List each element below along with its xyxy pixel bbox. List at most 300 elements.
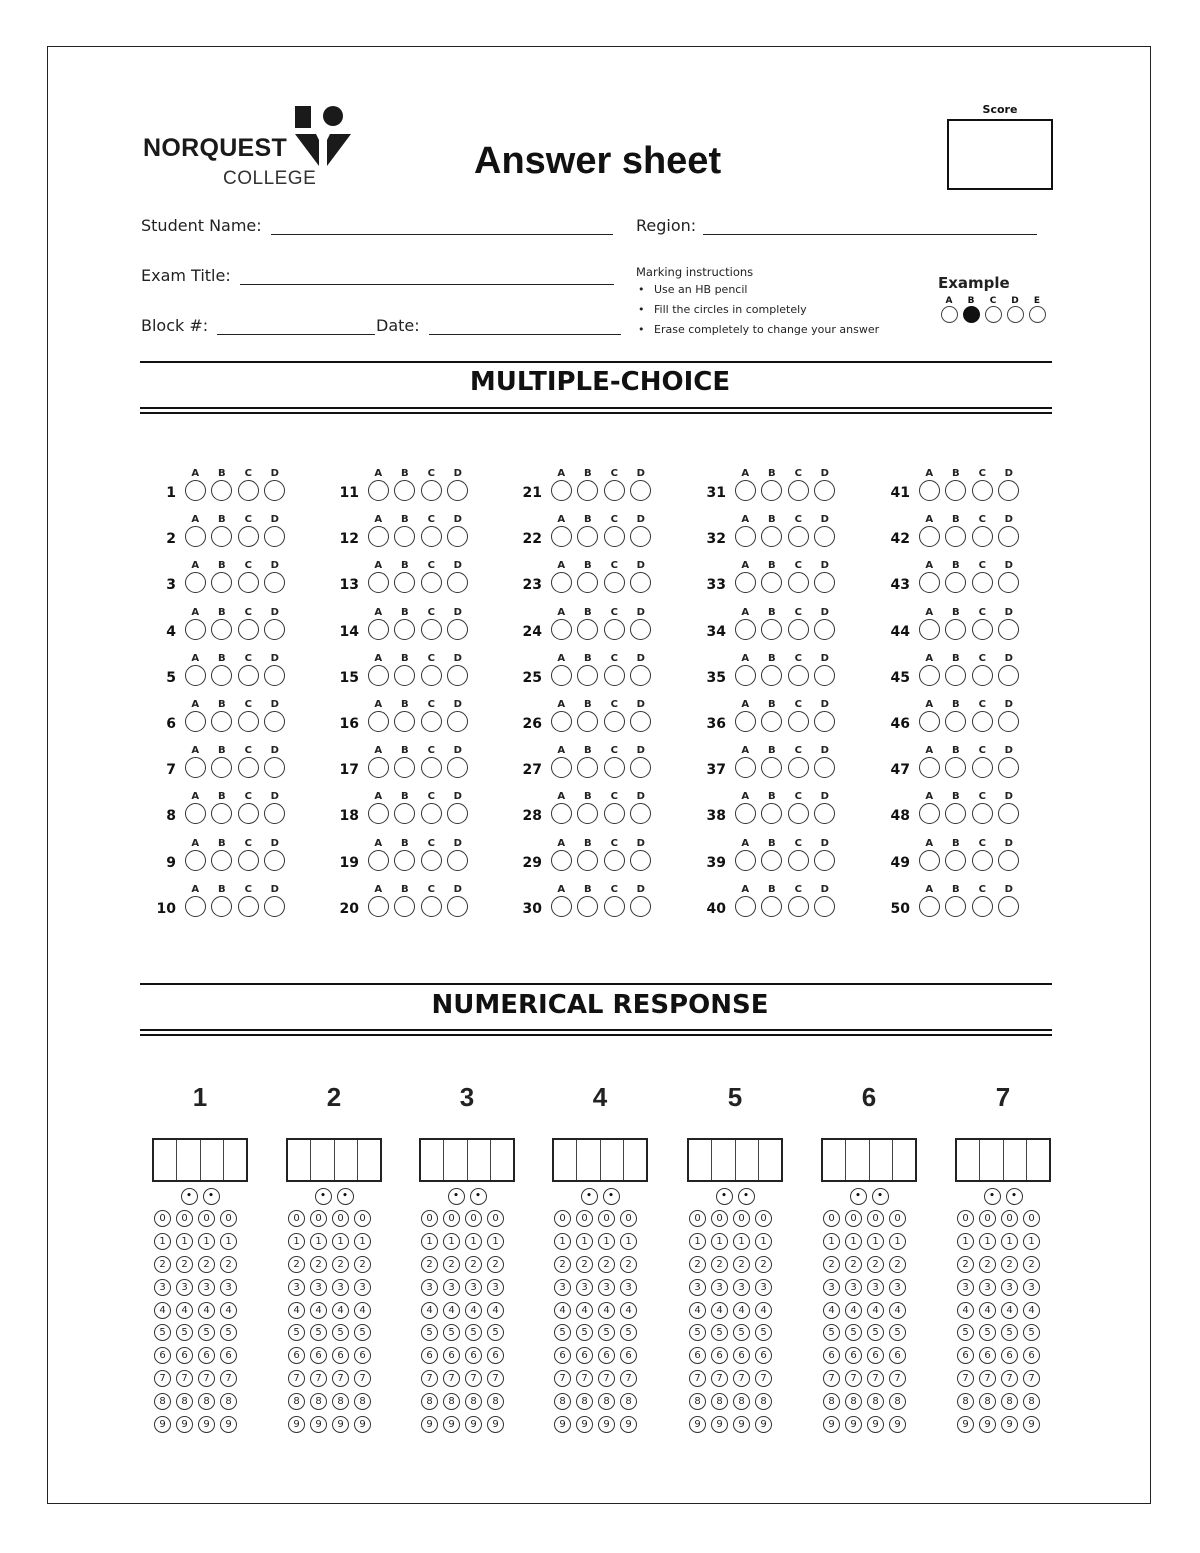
nr-digit-bubble[interactable]: 3	[957, 1279, 974, 1296]
nr-digit-bubble[interactable]: 0	[598, 1210, 615, 1227]
nr-digit-bubble[interactable]: 6	[288, 1347, 305, 1364]
mc-answer-bubble[interactable]	[264, 572, 285, 593]
nr-digit-bubble[interactable]: 9	[576, 1416, 593, 1433]
mc-answer-bubble[interactable]	[577, 711, 598, 732]
nr-digit-bubble[interactable]: 6	[465, 1347, 482, 1364]
nr-digit-bubble[interactable]: 2	[198, 1256, 215, 1273]
nr-digit-bubble[interactable]: 4	[733, 1302, 750, 1319]
nr-answer-box[interactable]	[468, 1140, 491, 1180]
nr-digit-bubble[interactable]: 1	[288, 1233, 305, 1250]
mc-answer-bubble[interactable]	[630, 850, 651, 871]
nr-digit-bubble[interactable]: 3	[867, 1279, 884, 1296]
mc-answer-bubble[interactable]	[972, 480, 993, 501]
nr-digit-bubble[interactable]: 3	[198, 1279, 215, 1296]
nr-digit-bubble[interactable]: 0	[889, 1210, 906, 1227]
nr-digit-bubble[interactable]: 2	[176, 1256, 193, 1273]
mc-answer-bubble[interactable]	[735, 850, 756, 871]
mc-answer-bubble[interactable]	[788, 711, 809, 732]
mc-answer-bubble[interactable]	[919, 896, 940, 917]
mc-answer-bubble[interactable]	[577, 665, 598, 686]
nr-digit-bubble[interactable]: 0	[220, 1210, 237, 1227]
nr-digit-bubble[interactable]: 7	[288, 1370, 305, 1387]
nr-digit-bubble[interactable]: 3	[176, 1279, 193, 1296]
nr-digit-bubble[interactable]: 6	[443, 1347, 460, 1364]
nr-digit-bubble[interactable]: 6	[576, 1347, 593, 1364]
nr-digit-bubble[interactable]: 9	[620, 1416, 637, 1433]
nr-digit-bubble[interactable]: 7	[733, 1370, 750, 1387]
nr-digit-bubble[interactable]: 0	[689, 1210, 706, 1227]
nr-digit-bubble[interactable]: 2	[576, 1256, 593, 1273]
mc-answer-bubble[interactable]	[394, 711, 415, 732]
nr-digit-bubble[interactable]: 3	[689, 1279, 706, 1296]
mc-answer-bubble[interactable]	[735, 526, 756, 547]
mc-answer-bubble[interactable]	[421, 803, 442, 824]
nr-digit-bubble[interactable]: 4	[1001, 1302, 1018, 1319]
nr-digit-bubble[interactable]: 6	[554, 1347, 571, 1364]
mc-answer-bubble[interactable]	[735, 757, 756, 778]
mc-answer-bubble[interactable]	[788, 896, 809, 917]
nr-digit-bubble[interactable]: 7	[198, 1370, 215, 1387]
nr-digit-bubble[interactable]: 4	[443, 1302, 460, 1319]
nr-digit-bubble[interactable]: 7	[310, 1370, 327, 1387]
nr-digit-bubble[interactable]: 8	[288, 1393, 305, 1410]
mc-answer-bubble[interactable]	[945, 526, 966, 547]
nr-digit-bubble[interactable]: 5	[421, 1324, 438, 1341]
mc-answer-bubble[interactable]	[577, 572, 598, 593]
nr-digit-bubble[interactable]: 5	[487, 1324, 504, 1341]
nr-digit-bubble[interactable]: 6	[755, 1347, 772, 1364]
mc-answer-bubble[interactable]	[211, 665, 232, 686]
nr-digit-bubble[interactable]: 1	[332, 1233, 349, 1250]
nr-digit-bubble[interactable]: 3	[1001, 1279, 1018, 1296]
nr-answer-box[interactable]	[224, 1140, 246, 1180]
nr-digit-bubble[interactable]: 2	[957, 1256, 974, 1273]
nr-digit-bubble[interactable]: 5	[889, 1324, 906, 1341]
nr-digit-bubble[interactable]: 4	[332, 1302, 349, 1319]
nr-answer-box[interactable]	[311, 1140, 334, 1180]
nr-digit-bubble[interactable]: 0	[288, 1210, 305, 1227]
block-field[interactable]	[141, 316, 375, 335]
mc-answer-bubble[interactable]	[211, 572, 232, 593]
nr-digit-bubble[interactable]: 6	[823, 1347, 840, 1364]
nr-digit-bubble[interactable]: 0	[979, 1210, 996, 1227]
mc-answer-bubble[interactable]	[998, 711, 1019, 732]
nr-decimal-bubble[interactable]: •	[203, 1188, 220, 1205]
nr-answer-box[interactable]	[577, 1140, 600, 1180]
mc-answer-bubble[interactable]	[447, 896, 468, 917]
mc-answer-bubble[interactable]	[630, 480, 651, 501]
nr-digit-bubble[interactable]: 2	[421, 1256, 438, 1273]
mc-answer-bubble[interactable]	[972, 896, 993, 917]
mc-answer-bubble[interactable]	[735, 572, 756, 593]
mc-answer-bubble[interactable]	[604, 572, 625, 593]
nr-digit-bubble[interactable]: 9	[354, 1416, 371, 1433]
mc-answer-bubble[interactable]	[761, 711, 782, 732]
nr-digit-bubble[interactable]: 2	[310, 1256, 327, 1273]
nr-digit-bubble[interactable]: 4	[867, 1302, 884, 1319]
nr-digit-bubble[interactable]: 3	[598, 1279, 615, 1296]
nr-digit-bubble[interactable]: 2	[620, 1256, 637, 1273]
nr-digit-bubble[interactable]: 7	[1001, 1370, 1018, 1387]
nr-decimal-bubble[interactable]: •	[716, 1188, 733, 1205]
nr-digit-bubble[interactable]: 3	[845, 1279, 862, 1296]
nr-digit-bubble[interactable]: 4	[711, 1302, 728, 1319]
mc-answer-bubble[interactable]	[972, 850, 993, 871]
mc-answer-bubble[interactable]	[577, 896, 598, 917]
nr-digit-bubble[interactable]: 9	[421, 1416, 438, 1433]
mc-answer-bubble[interactable]	[421, 526, 442, 547]
mc-answer-bubble[interactable]	[630, 665, 651, 686]
nr-digit-bubble[interactable]: 6	[1023, 1347, 1040, 1364]
nr-digit-bubble[interactable]: 6	[310, 1347, 327, 1364]
mc-answer-bubble[interactable]	[998, 665, 1019, 686]
mc-answer-bubble[interactable]	[577, 619, 598, 640]
nr-digit-bubble[interactable]: 1	[443, 1233, 460, 1250]
nr-digit-bubble[interactable]: 5	[845, 1324, 862, 1341]
nr-digit-bubble[interactable]: 9	[220, 1416, 237, 1433]
nr-digit-bubble[interactable]: 3	[421, 1279, 438, 1296]
mc-answer-bubble[interactable]	[945, 711, 966, 732]
mc-answer-bubble[interactable]	[394, 896, 415, 917]
nr-digit-bubble[interactable]: 1	[889, 1233, 906, 1250]
nr-digit-bubble[interactable]: 8	[845, 1393, 862, 1410]
nr-digit-bubble[interactable]: 9	[889, 1416, 906, 1433]
nr-digit-bubble[interactable]: 0	[421, 1210, 438, 1227]
mc-answer-bubble[interactable]	[264, 665, 285, 686]
mc-answer-bubble[interactable]	[761, 619, 782, 640]
region-field[interactable]	[636, 216, 1037, 235]
nr-digit-bubble[interactable]: 0	[1001, 1210, 1018, 1227]
mc-answer-bubble[interactable]	[551, 896, 572, 917]
nr-digit-bubble[interactable]: 4	[176, 1302, 193, 1319]
nr-digit-bubble[interactable]: 8	[1001, 1393, 1018, 1410]
nr-digit-bubble[interactable]: 1	[711, 1233, 728, 1250]
nr-digit-bubble[interactable]: 5	[443, 1324, 460, 1341]
mc-answer-bubble[interactable]	[394, 572, 415, 593]
mc-answer-bubble[interactable]	[211, 480, 232, 501]
mc-answer-bubble[interactable]	[761, 665, 782, 686]
nr-digit-bubble[interactable]: 8	[310, 1393, 327, 1410]
nr-digit-bubble[interactable]: 0	[198, 1210, 215, 1227]
nr-digit-bubble[interactable]: 6	[487, 1347, 504, 1364]
mc-answer-bubble[interactable]	[998, 526, 1019, 547]
nr-digit-bubble[interactable]: 7	[354, 1370, 371, 1387]
nr-digit-bubble[interactable]: 6	[354, 1347, 371, 1364]
mc-answer-bubble[interactable]	[264, 896, 285, 917]
nr-digit-bubble[interactable]: 7	[421, 1370, 438, 1387]
mc-answer-bubble[interactable]	[394, 526, 415, 547]
mc-answer-bubble[interactable]	[238, 665, 259, 686]
nr-digit-bubble[interactable]: 6	[220, 1347, 237, 1364]
nr-digit-bubble[interactable]: 9	[823, 1416, 840, 1433]
mc-answer-bubble[interactable]	[630, 757, 651, 778]
mc-answer-bubble[interactable]	[447, 480, 468, 501]
mc-answer-bubble[interactable]	[238, 896, 259, 917]
nr-digit-bubble[interactable]: 3	[823, 1279, 840, 1296]
nr-digit-bubble[interactable]: 4	[354, 1302, 371, 1319]
nr-digit-bubble[interactable]: 3	[465, 1279, 482, 1296]
mc-answer-bubble[interactable]	[185, 850, 206, 871]
mc-answer-bubble[interactable]	[630, 711, 651, 732]
nr-digit-bubble[interactable]: 3	[487, 1279, 504, 1296]
nr-digit-bubble[interactable]: 9	[332, 1416, 349, 1433]
mc-answer-bubble[interactable]	[394, 665, 415, 686]
mc-answer-bubble[interactable]	[211, 526, 232, 547]
nr-digit-bubble[interactable]: 5	[598, 1324, 615, 1341]
nr-digit-bubble[interactable]: 4	[487, 1302, 504, 1319]
nr-digit-bubble[interactable]: 9	[465, 1416, 482, 1433]
nr-digit-bubble[interactable]: 5	[198, 1324, 215, 1341]
nr-answer-box[interactable]	[736, 1140, 759, 1180]
mc-answer-bubble[interactable]	[945, 572, 966, 593]
nr-digit-bubble[interactable]: 2	[443, 1256, 460, 1273]
nr-digit-bubble[interactable]: 5	[1001, 1324, 1018, 1341]
mc-answer-bubble[interactable]	[761, 803, 782, 824]
nr-digit-bubble[interactable]: 7	[154, 1370, 171, 1387]
nr-digit-bubble[interactable]: 8	[979, 1393, 996, 1410]
mc-answer-bubble[interactable]	[551, 480, 572, 501]
nr-digit-bubble[interactable]: 1	[220, 1233, 237, 1250]
mc-answer-bubble[interactable]	[421, 572, 442, 593]
nr-digit-bubble[interactable]: 9	[176, 1416, 193, 1433]
score-box[interactable]	[947, 119, 1053, 190]
nr-digit-bubble[interactable]: 9	[198, 1416, 215, 1433]
mc-answer-bubble[interactable]	[788, 526, 809, 547]
date-line[interactable]	[429, 318, 621, 335]
mc-answer-bubble[interactable]	[211, 803, 232, 824]
nr-digit-bubble[interactable]: 7	[487, 1370, 504, 1387]
nr-decimal-bubble[interactable]: •	[337, 1188, 354, 1205]
mc-answer-bubble[interactable]	[604, 619, 625, 640]
nr-decimal-bubble[interactable]: •	[738, 1188, 755, 1205]
mc-answer-bubble[interactable]	[368, 619, 389, 640]
nr-digit-bubble[interactable]: 2	[332, 1256, 349, 1273]
nr-digit-bubble[interactable]: 3	[711, 1279, 728, 1296]
nr-digit-bubble[interactable]: 8	[421, 1393, 438, 1410]
nr-digit-bubble[interactable]: 3	[755, 1279, 772, 1296]
nr-answer-box[interactable]	[957, 1140, 980, 1180]
nr-decimal-bubble[interactable]: •	[872, 1188, 889, 1205]
nr-digit-bubble[interactable]: 1	[620, 1233, 637, 1250]
nr-digit-bubble[interactable]: 4	[421, 1302, 438, 1319]
nr-answer-box[interactable]	[491, 1140, 513, 1180]
nr-digit-bubble[interactable]: 3	[310, 1279, 327, 1296]
mc-answer-bubble[interactable]	[551, 619, 572, 640]
nr-answer-box[interactable]	[358, 1140, 380, 1180]
nr-answer-box[interactable]	[421, 1140, 444, 1180]
mc-answer-bubble[interactable]	[264, 803, 285, 824]
nr-digit-bubble[interactable]: 0	[310, 1210, 327, 1227]
nr-digit-bubble[interactable]: 4	[576, 1302, 593, 1319]
mc-answer-bubble[interactable]	[421, 896, 442, 917]
nr-digit-bubble[interactable]: 9	[554, 1416, 571, 1433]
nr-answer-box[interactable]	[554, 1140, 577, 1180]
nr-digit-bubble[interactable]: 8	[689, 1393, 706, 1410]
mc-answer-bubble[interactable]	[919, 803, 940, 824]
nr-digit-bubble[interactable]: 1	[1023, 1233, 1040, 1250]
nr-digit-bubble[interactable]: 0	[867, 1210, 884, 1227]
mc-answer-bubble[interactable]	[551, 572, 572, 593]
mc-answer-bubble[interactable]	[264, 480, 285, 501]
nr-answer-box[interactable]	[288, 1140, 311, 1180]
mc-answer-bubble[interactable]	[945, 757, 966, 778]
mc-answer-bubble[interactable]	[394, 850, 415, 871]
mc-answer-bubble[interactable]	[945, 619, 966, 640]
nr-digit-bubble[interactable]: 5	[288, 1324, 305, 1341]
nr-answer-box[interactable]	[823, 1140, 846, 1180]
nr-digit-bubble[interactable]: 7	[176, 1370, 193, 1387]
nr-digit-bubble[interactable]: 2	[554, 1256, 571, 1273]
block-line[interactable]	[217, 318, 375, 335]
mc-answer-bubble[interactable]	[761, 572, 782, 593]
nr-decimal-bubble[interactable]: •	[984, 1188, 1001, 1205]
nr-digit-bubble[interactable]: 2	[711, 1256, 728, 1273]
mc-answer-bubble[interactable]	[814, 711, 835, 732]
mc-answer-bubble[interactable]	[264, 757, 285, 778]
nr-digit-bubble[interactable]: 4	[220, 1302, 237, 1319]
nr-digit-bubble[interactable]: 4	[845, 1302, 862, 1319]
nr-decimal-bubble[interactable]: •	[315, 1188, 332, 1205]
nr-digit-bubble[interactable]: 0	[823, 1210, 840, 1227]
nr-digit-bubble[interactable]: 5	[823, 1324, 840, 1341]
nr-decimal-bubble[interactable]: •	[181, 1188, 198, 1205]
nr-digit-bubble[interactable]: 2	[845, 1256, 862, 1273]
nr-digit-bubble[interactable]: 1	[755, 1233, 772, 1250]
mc-answer-bubble[interactable]	[972, 757, 993, 778]
nr-answer-box[interactable]	[177, 1140, 200, 1180]
nr-digit-bubble[interactable]: 8	[154, 1393, 171, 1410]
nr-digit-bubble[interactable]: 5	[576, 1324, 593, 1341]
nr-digit-bubble[interactable]: 5	[554, 1324, 571, 1341]
mc-answer-bubble[interactable]	[551, 665, 572, 686]
nr-digit-bubble[interactable]: 5	[620, 1324, 637, 1341]
mc-answer-bubble[interactable]	[577, 526, 598, 547]
nr-digit-bubble[interactable]: 7	[1023, 1370, 1040, 1387]
nr-digit-bubble[interactable]: 7	[845, 1370, 862, 1387]
mc-answer-bubble[interactable]	[185, 757, 206, 778]
nr-digit-bubble[interactable]: 1	[576, 1233, 593, 1250]
nr-digit-bubble[interactable]: 6	[421, 1347, 438, 1364]
nr-digit-bubble[interactable]: 6	[889, 1347, 906, 1364]
mc-answer-bubble[interactable]	[421, 619, 442, 640]
nr-digit-bubble[interactable]: 0	[176, 1210, 193, 1227]
mc-answer-bubble[interactable]	[577, 480, 598, 501]
mc-answer-bubble[interactable]	[447, 572, 468, 593]
nr-answer-box[interactable]	[712, 1140, 735, 1180]
mc-answer-bubble[interactable]	[238, 480, 259, 501]
mc-answer-bubble[interactable]	[761, 526, 782, 547]
nr-digit-bubble[interactable]: 0	[733, 1210, 750, 1227]
nr-digit-bubble[interactable]: 1	[310, 1233, 327, 1250]
nr-digit-bubble[interactable]: 9	[154, 1416, 171, 1433]
nr-digit-bubble[interactable]: 1	[733, 1233, 750, 1250]
nr-answer-box[interactable]	[335, 1140, 358, 1180]
mc-answer-bubble[interactable]	[945, 896, 966, 917]
mc-answer-bubble[interactable]	[998, 572, 1019, 593]
mc-answer-bubble[interactable]	[394, 757, 415, 778]
nr-digit-bubble[interactable]: 6	[198, 1347, 215, 1364]
nr-digit-bubble[interactable]: 8	[332, 1393, 349, 1410]
nr-digit-bubble[interactable]: 7	[867, 1370, 884, 1387]
mc-answer-bubble[interactable]	[447, 757, 468, 778]
mc-answer-bubble[interactable]	[998, 480, 1019, 501]
mc-answer-bubble[interactable]	[238, 526, 259, 547]
nr-digit-bubble[interactable]: 1	[823, 1233, 840, 1250]
mc-answer-bubble[interactable]	[211, 711, 232, 732]
mc-answer-bubble[interactable]	[238, 850, 259, 871]
nr-digit-bubble[interactable]: 6	[711, 1347, 728, 1364]
nr-digit-bubble[interactable]: 0	[154, 1210, 171, 1227]
nr-digit-bubble[interactable]: 5	[979, 1324, 996, 1341]
mc-answer-bubble[interactable]	[551, 803, 572, 824]
mc-answer-bubble[interactable]	[972, 711, 993, 732]
mc-answer-bubble[interactable]	[185, 619, 206, 640]
student-name-field[interactable]	[141, 216, 613, 235]
nr-digit-bubble[interactable]: 5	[220, 1324, 237, 1341]
nr-digit-bubble[interactable]: 0	[554, 1210, 571, 1227]
nr-digit-bubble[interactable]: 4	[823, 1302, 840, 1319]
nr-digit-bubble[interactable]: 7	[443, 1370, 460, 1387]
nr-digit-bubble[interactable]: 4	[755, 1302, 772, 1319]
date-field[interactable]	[376, 316, 621, 335]
mc-answer-bubble[interactable]	[551, 526, 572, 547]
exam-title-line[interactable]	[240, 268, 614, 285]
nr-digit-bubble[interactable]: 5	[867, 1324, 884, 1341]
nr-digit-bubble[interactable]: 4	[198, 1302, 215, 1319]
mc-answer-bubble[interactable]	[368, 803, 389, 824]
nr-digit-bubble[interactable]: 4	[598, 1302, 615, 1319]
nr-digit-bubble[interactable]: 2	[598, 1256, 615, 1273]
mc-answer-bubble[interactable]	[788, 480, 809, 501]
nr-digit-bubble[interactable]: 1	[554, 1233, 571, 1250]
nr-digit-bubble[interactable]: 5	[465, 1324, 482, 1341]
nr-digit-bubble[interactable]: 2	[979, 1256, 996, 1273]
nr-digit-bubble[interactable]: 0	[845, 1210, 862, 1227]
mc-answer-bubble[interactable]	[919, 480, 940, 501]
mc-answer-bubble[interactable]	[814, 850, 835, 871]
mc-answer-bubble[interactable]	[368, 711, 389, 732]
mc-answer-bubble[interactable]	[814, 757, 835, 778]
nr-digit-bubble[interactable]: 0	[1023, 1210, 1040, 1227]
mc-answer-bubble[interactable]	[264, 850, 285, 871]
nr-digit-bubble[interactable]: 3	[576, 1279, 593, 1296]
mc-answer-bubble[interactable]	[735, 619, 756, 640]
mc-answer-bubble[interactable]	[972, 572, 993, 593]
mc-answer-bubble[interactable]	[211, 619, 232, 640]
nr-digit-bubble[interactable]: 1	[421, 1233, 438, 1250]
mc-answer-bubble[interactable]	[945, 850, 966, 871]
mc-answer-bubble[interactable]	[447, 526, 468, 547]
nr-digit-bubble[interactable]: 5	[957, 1324, 974, 1341]
nr-digit-bubble[interactable]: 7	[598, 1370, 615, 1387]
nr-digit-bubble[interactable]: 3	[554, 1279, 571, 1296]
nr-digit-bubble[interactable]: 7	[689, 1370, 706, 1387]
nr-digit-bubble[interactable]: 8	[176, 1393, 193, 1410]
mc-answer-bubble[interactable]	[264, 711, 285, 732]
mc-answer-bubble[interactable]	[630, 803, 651, 824]
mc-answer-bubble[interactable]	[447, 619, 468, 640]
nr-digit-bubble[interactable]: 6	[845, 1347, 862, 1364]
mc-answer-bubble[interactable]	[604, 757, 625, 778]
mc-answer-bubble[interactable]	[735, 803, 756, 824]
nr-digit-bubble[interactable]: 9	[979, 1416, 996, 1433]
mc-answer-bubble[interactable]	[761, 480, 782, 501]
mc-answer-bubble[interactable]	[998, 850, 1019, 871]
mc-answer-bubble[interactable]	[577, 757, 598, 778]
mc-answer-bubble[interactable]	[551, 711, 572, 732]
nr-digit-bubble[interactable]: 6	[979, 1347, 996, 1364]
nr-digit-bubble[interactable]: 8	[823, 1393, 840, 1410]
